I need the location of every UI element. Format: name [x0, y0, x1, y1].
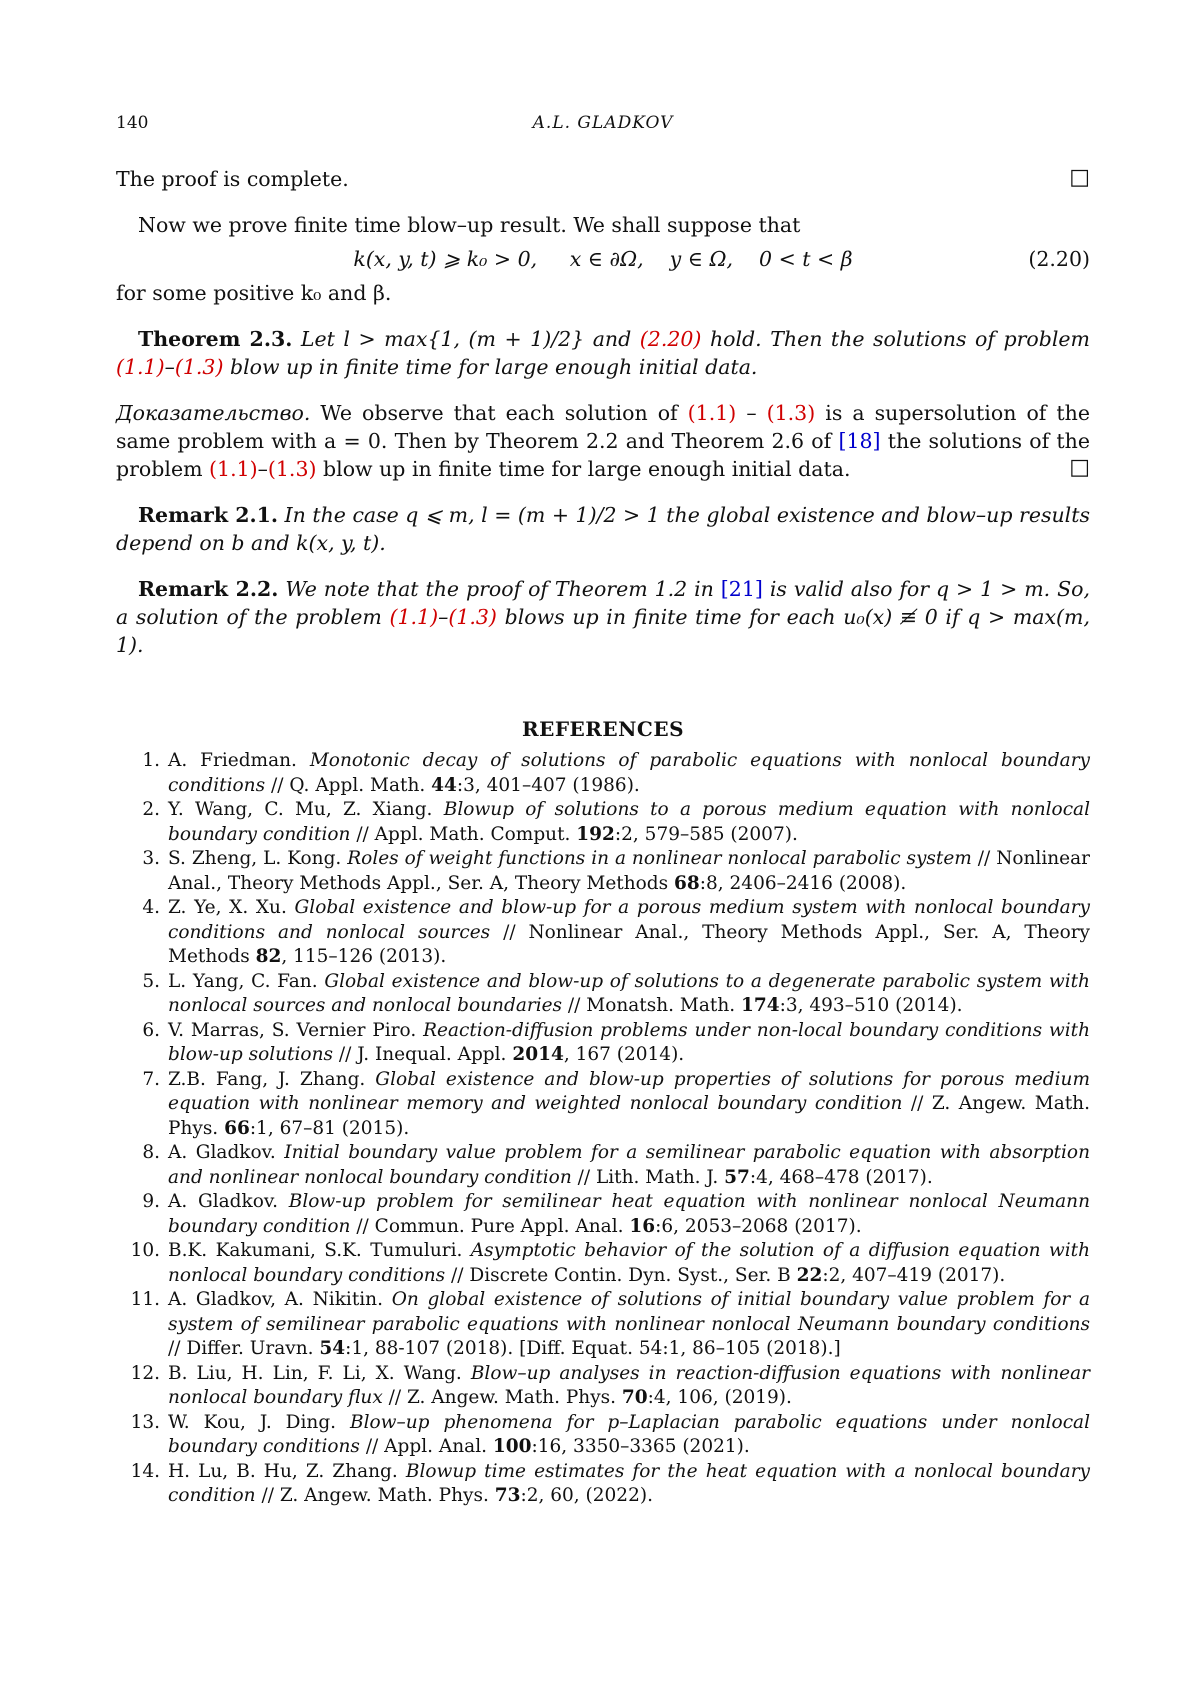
reference-separator: //	[971, 848, 997, 869]
reference-number: 7.	[142, 1068, 160, 1090]
reference-number: 2.	[142, 799, 160, 820]
reference-separator: //	[350, 823, 375, 845]
running-header	[116, 113, 1090, 135]
reference-separator: //	[571, 1166, 596, 1188]
reference-authors: Z.B. Fang, J. Zhang.	[168, 1068, 366, 1090]
reference-number: 12.	[130, 1362, 160, 1384]
reference-separator: //	[490, 921, 529, 943]
reference-journal: Commun. Pure Appl. Anal.	[374, 1215, 630, 1237]
reference-details: :1, 88-107 (2018). [Diff. Equat. 54:1, 86–105 (2018).]	[345, 1338, 841, 1359]
condition-paragraph: for some positive k₀ and β.	[116, 281, 392, 305]
reference-item	[116, 1411, 1090, 1460]
reference-item	[116, 896, 1090, 970]
theorem-2-3: Theorem 2.3. Let l > max{1, (m + 1)/2} and (2.20) hold. Then the solutions of problem (1.1)–(1.3) blow up in finite time for large enough initial data.	[116, 327, 1090, 379]
intro-paragraph: Now we prove finite time blow–up result. We shall suppose that	[138, 213, 801, 237]
reference-separator: //	[255, 1485, 280, 1506]
reference-volume: 44	[431, 774, 457, 796]
remark-label: Remark 2.1.	[138, 503, 278, 527]
reference-separator: //	[359, 1436, 385, 1457]
reference-title: Monotonic decay of solutions of parabolic equations with nonlocal boundary conditions	[168, 750, 1090, 796]
equation-formula: k(x, y, t) ⩾ k₀ > 0, x ∈ ∂Ω, y ∈ Ω, 0 < t < β	[353, 247, 853, 271]
reference-volume: 70	[621, 1387, 648, 1408]
reference-number: 1.	[142, 750, 160, 771]
reference-volume: 82	[255, 946, 282, 967]
reference-journal: Z. Angew. Math. Phys.	[407, 1387, 622, 1408]
reference-number: 10.	[130, 1240, 160, 1261]
reference-item	[116, 1288, 1090, 1362]
reference-details: :3, 401–407 (1986).	[456, 774, 640, 796]
references-heading: REFERENCES	[521, 717, 685, 741]
reference-details: :1, 67–81 (2015).	[249, 1117, 410, 1139]
reference-details: , 115–126 (2013).	[281, 946, 447, 967]
equation-link[interactable]: (1.1)	[116, 355, 165, 379]
reference-journal: Appl. Anal.	[384, 1436, 493, 1457]
equation-link[interactable]: (1.3)	[174, 355, 224, 379]
reference-title: On global existence of solutions of initial boundary value problem for a system of semilinear parabolic equations with nonlinear nonlocal Neumann boundary conditions	[168, 1289, 1090, 1335]
proof-paragraph: Доказательство. We observe that each solution of (1.1) – (1.3) is a supersolution of the same problem with a = 0. Then by Theorem 2.2 and Theorem 2.6 of [18] the solutions of the problem (1.1)–(1.3) blow up in finite time for large enough initial data. □	[116, 401, 1090, 481]
reference-title: Global existence and blow-up for a porous medium system with nonlocal boundary conditions and nonlocal sources	[168, 897, 1090, 943]
running-title: A.L. GLADKOV	[532, 113, 674, 133]
reference-details: :8, 2406–2416 (2008).	[699, 872, 907, 894]
reference-journal: Nonlinear Anal., Theory Methods Appl., Ser. A, Theory Methods	[168, 848, 1090, 894]
reference-volume: 100	[492, 1436, 532, 1457]
reference-journal: Differ. Uravn.	[186, 1338, 320, 1359]
reference-item	[116, 1068, 1090, 1142]
reference-authors: A. Gladkov.	[168, 1142, 276, 1163]
reference-volume: 57	[724, 1166, 750, 1188]
reference-separator: //	[382, 1387, 407, 1408]
reference-authors: S. Zheng, L. Kong.	[168, 848, 342, 869]
reference-authors: Z. Ye, X. Xu.	[168, 897, 287, 918]
reference-separator: //	[350, 1215, 375, 1237]
theorem-label: Theorem 2.3.	[138, 327, 293, 351]
reference-separator: //	[902, 1093, 932, 1114]
reference-item	[116, 1141, 1090, 1190]
reference-authors: B. Liu, H. Lin, F. Li, X. Wang.	[168, 1362, 462, 1384]
reference-title: Blow–up analyses in reaction-diffusion equations with nonlinear nonlocal boundary flux	[168, 1362, 1090, 1408]
reference-volume: 174	[741, 995, 780, 1016]
references-list	[116, 749, 1090, 1509]
reference-item	[116, 1362, 1090, 1411]
reference-details: :2, 407–419 (2017).	[822, 1264, 1006, 1286]
reference-title: Reaction-diffusion problems under non-local boundary conditions with blow-up solutions	[168, 1019, 1090, 1065]
equation-number: (2.20)	[1028, 247, 1090, 271]
reference-details: :2, 60, (2022).	[520, 1485, 653, 1506]
reference-volume: 192	[576, 823, 615, 845]
reference-number: 4.	[142, 897, 160, 918]
reference-details: :2, 579–585 (2007).	[614, 823, 798, 845]
reference-volume: 22	[796, 1264, 823, 1286]
proof-complete-paragraph: The proof is complete. □	[116, 165, 1090, 191]
reference-volume: 2014	[512, 1044, 564, 1065]
reference-authors: L. Yang, C. Fan.	[168, 970, 318, 992]
reference-authors: A. Gladkov.	[168, 1191, 279, 1212]
reference-authors: Y. Wang, C. Mu, Z. Xiang.	[168, 799, 433, 820]
reference-number: 9.	[142, 1191, 160, 1212]
reference-authors: V. Marras, S. Vernier Piro.	[168, 1019, 417, 1041]
equation-link[interactable]: (1.1)	[209, 457, 258, 481]
remark-2-2: Remark 2.2. We note that the proof of Theorem 1.2 in [21] is valid also for q > 1 > m. So, a solution of the problem (1.1)–(1.3) blows up in finite time for each u₀(x) ≢ 0 if q > max(m, 1).	[116, 577, 1091, 657]
reference-separator: //	[265, 774, 290, 796]
reference-separator: //	[562, 995, 587, 1016]
reference-title: Global existence and blow-up of solutions to a degenerate parabolic system with nonlocal sources and nonlocal boundaries	[168, 970, 1090, 1016]
reference-item	[116, 1460, 1090, 1509]
reference-details: :4, 468–478 (2017).	[749, 1166, 933, 1188]
reference-title: Blowup time estimates for the heat equation with a nonlocal boundary condition	[168, 1460, 1090, 1506]
reference-separator: //	[445, 1264, 470, 1286]
reference-journal: Nonlinear Anal., Theory Methods Appl., Ser. A, Theory Methods	[168, 921, 1091, 967]
equation-link[interactable]: (1.3)	[267, 457, 317, 481]
reference-number: 6.	[142, 1019, 160, 1041]
reference-title: Blow–up phenomena for p–Laplacian parabolic equations under nonlocal boundary conditions	[168, 1411, 1090, 1457]
equation-link[interactable]: (1.3)	[766, 401, 816, 425]
reference-title: Asymptotic behavior of the solution of a diffusion equation with nonlocal boundary conditions	[168, 1240, 1090, 1286]
reference-number: 11.	[130, 1289, 160, 1310]
reference-separator: //	[332, 1044, 358, 1065]
reference-number: 3.	[142, 848, 160, 869]
equation-link[interactable]: (1.1)	[389, 605, 439, 629]
reference-item	[116, 970, 1090, 1019]
reference-volume: 66	[224, 1117, 250, 1139]
reference-details: :3, 493–510 (2014).	[779, 995, 963, 1016]
reference-title: Global existence and blow-up properties of solutions for porous medium equation with nonlinear memory and weighted nonlocal boundary condition	[168, 1068, 1090, 1114]
reference-authors: W. Kou, J. Ding.	[168, 1411, 337, 1433]
reference-authors: B.K. Kakumani, S.K. Tumuluri.	[168, 1240, 463, 1261]
proof-label: Доказательство.	[116, 401, 311, 425]
reference-item	[116, 1190, 1090, 1239]
reference-details: , 167 (2014).	[563, 1044, 685, 1065]
reference-title: Blowup of solutions to a porous medium equation with nonlocal boundary condition	[168, 799, 1091, 845]
citation-link[interactable]: [18]	[838, 429, 881, 453]
remark-2-1: Remark 2.1. In the case q ⩽ m, l = (m + 1)/2 > 1 the global existence and blow–up results depend on b and k(x, y, t).	[116, 503, 1090, 555]
equation-2-20	[116, 239, 1090, 279]
qed-icon: □	[1069, 165, 1090, 190]
reference-title: Blow-up problem for semilinear heat equation with nonlinear nonlocal Neumann boundary condition	[168, 1191, 1090, 1237]
main-text	[116, 165, 1090, 1509]
reference-authors: A. Gladkov, A. Nikitin.	[168, 1289, 383, 1310]
reference-item	[116, 749, 1090, 798]
reference-title: Roles of weight functions in a nonlinear nonlocal parabolic system	[347, 848, 972, 869]
reference-item	[116, 847, 1090, 896]
reference-number: 5.	[142, 970, 160, 992]
reference-journal: Z. Angew. Math. Phys.	[168, 1093, 1090, 1139]
reference-volume: 73	[494, 1485, 521, 1506]
qed-icon: □	[1069, 455, 1090, 480]
reference-title: Initial boundary value problem for a semilinear parabolic equation with absorption and nonlinear nonlocal boundary condition	[168, 1142, 1090, 1188]
reference-journal: Lith. Math. J.	[595, 1166, 725, 1188]
reference-number: 13.	[130, 1411, 160, 1433]
reference-journal: Discrete Contin. Dyn. Syst., Ser. B	[469, 1264, 797, 1286]
equation-link[interactable]: (2.20)	[639, 327, 702, 351]
reference-journal: J. Inequal. Appl.	[357, 1044, 513, 1065]
reference-journal: Q. Appl. Math.	[289, 774, 432, 796]
page-number: 140	[116, 113, 149, 133]
reference-journal: Z. Angew. Math. Phys.	[279, 1485, 495, 1506]
reference-number: 14.	[130, 1460, 160, 1482]
reference-details: :4, 106, (2019).	[647, 1387, 792, 1408]
equation-link[interactable]: (1.3)	[448, 605, 497, 629]
reference-journal: Appl. Math. Comput.	[374, 823, 577, 845]
reference-volume: 16	[629, 1215, 656, 1237]
reference-details: :6, 2053–2068 (2017).	[655, 1215, 862, 1237]
reference-volume: 54	[319, 1338, 346, 1359]
reference-authors: H. Lu, B. Hu, Z. Zhang.	[168, 1460, 398, 1482]
reference-item	[116, 1239, 1090, 1288]
reference-item	[116, 1019, 1090, 1068]
citation-link[interactable]: [21]	[720, 577, 763, 601]
reference-authors: A. Friedman.	[168, 750, 297, 771]
equation-link[interactable]: (1.1)	[687, 401, 737, 425]
reference-number: 8.	[142, 1142, 160, 1163]
remark-label: Remark 2.2.	[138, 577, 279, 601]
reference-journal: Monatsh. Math.	[586, 995, 741, 1016]
reference-details: :16, 3350–3365 (2021).	[531, 1436, 750, 1457]
reference-volume: 68	[674, 872, 700, 894]
reference-item	[116, 798, 1090, 847]
reference-separator: //	[168, 1338, 187, 1359]
